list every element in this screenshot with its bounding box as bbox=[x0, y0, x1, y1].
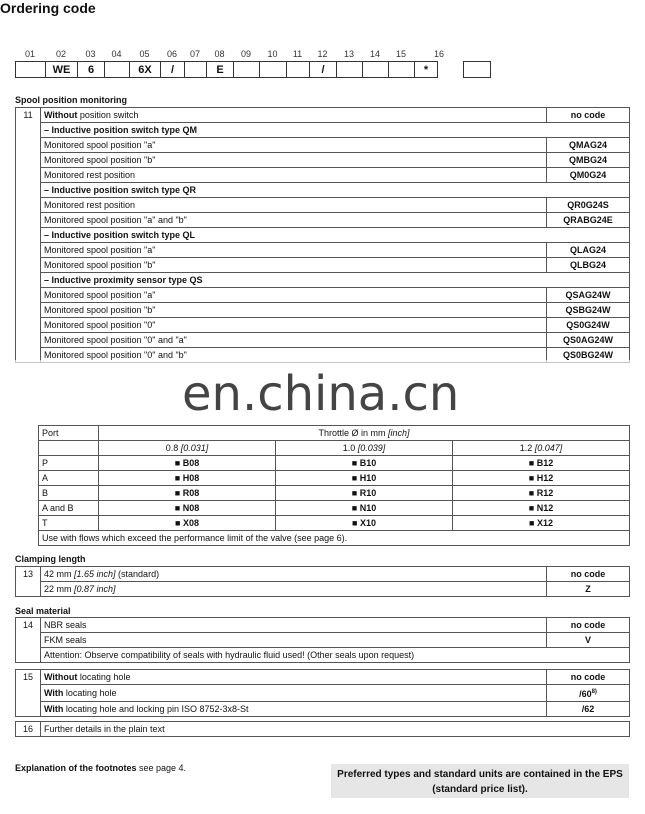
size-inch: [0.047] bbox=[534, 443, 563, 453]
table-row bbox=[16, 258, 630, 273]
row-number: 14 bbox=[16, 618, 41, 663]
option-label bbox=[41, 168, 547, 183]
throttle-code: ■ N12 bbox=[453, 501, 630, 516]
option-code: QM0G24 bbox=[547, 168, 630, 183]
throttle-size bbox=[276, 441, 453, 456]
option-label bbox=[41, 258, 547, 273]
table-row bbox=[39, 456, 630, 471]
code-position-box: / bbox=[309, 61, 337, 78]
subheading: – Inductive position switch type QL bbox=[41, 228, 630, 243]
option-label bbox=[41, 567, 547, 582]
option-label-text: Monitored spool position "0" and "a" bbox=[44, 335, 187, 345]
option-label-text: Monitored spool position "b" bbox=[44, 305, 156, 315]
code-position-box bbox=[463, 61, 491, 78]
option-label bbox=[41, 670, 547, 685]
clamping-heading: Clamping length bbox=[15, 554, 86, 564]
port-name: B bbox=[39, 486, 99, 501]
code-position-number: 13 bbox=[343, 49, 354, 59]
row-number: 11 bbox=[16, 108, 41, 363]
option-code: QSAG24W bbox=[547, 288, 630, 303]
option-label bbox=[41, 288, 547, 303]
option-label bbox=[41, 108, 547, 123]
empty-cell bbox=[39, 441, 99, 456]
throttle-code: ■ B10 bbox=[276, 456, 453, 471]
port-label: Port bbox=[39, 426, 99, 441]
option-label-text: locating hole bbox=[63, 688, 117, 698]
throttle-code: ■ X10 bbox=[276, 516, 453, 531]
throttle-code: ■ B12 bbox=[453, 456, 630, 471]
port-name: A bbox=[39, 471, 99, 486]
code-position-box: WE bbox=[45, 61, 78, 78]
locating-table bbox=[15, 669, 630, 717]
throttle-code: ■ R08 bbox=[99, 486, 276, 501]
table-row bbox=[16, 153, 630, 168]
table-row bbox=[16, 243, 630, 258]
footnote-ref: 8) bbox=[591, 689, 597, 695]
size-mm: 1.2 bbox=[519, 443, 535, 453]
size-mm: 0.8 bbox=[165, 443, 181, 453]
code-position-number: 12 bbox=[317, 49, 328, 59]
table-row bbox=[16, 582, 630, 597]
option-code-text: /62 bbox=[581, 704, 595, 714]
spool-heading: Spool position monitoring bbox=[15, 95, 127, 105]
option-label: FKM seals bbox=[41, 633, 547, 648]
option-label-text: locating hole bbox=[77, 672, 131, 682]
table-row bbox=[39, 471, 630, 486]
throttle-code: ■ H12 bbox=[453, 471, 630, 486]
option-code: no code bbox=[547, 567, 630, 582]
throttle-note: Use with flows which exceed the performance limit of the valve (see page 6). bbox=[39, 531, 630, 546]
code-position-number: 06 bbox=[166, 49, 177, 59]
spool-table bbox=[15, 107, 630, 363]
table-row bbox=[16, 567, 630, 582]
code-position-box bbox=[15, 61, 46, 78]
option-code: QS0G24W bbox=[547, 318, 630, 333]
table-row bbox=[16, 303, 630, 318]
option-label bbox=[41, 213, 547, 228]
option-label-text: Monitored rest position bbox=[44, 170, 136, 180]
code-position-box bbox=[104, 61, 130, 78]
option-label-text: Monitored spool position "a" bbox=[44, 140, 156, 150]
option-label-text: 22 mm bbox=[44, 584, 75, 594]
code-position-box: 6 bbox=[77, 61, 105, 78]
code-position-box: * bbox=[414, 61, 438, 78]
option-label bbox=[41, 198, 547, 213]
table-row bbox=[39, 486, 630, 501]
option-label-inch: [0.87 inch] bbox=[74, 584, 116, 594]
table-row bbox=[16, 123, 630, 138]
table-row bbox=[16, 228, 630, 243]
code-position-box bbox=[233, 61, 260, 78]
port-name: P bbox=[39, 456, 99, 471]
code-position-box bbox=[259, 61, 287, 78]
option-label bbox=[41, 702, 547, 717]
throttle-code: ■ H08 bbox=[99, 471, 276, 486]
option-code bbox=[547, 670, 630, 685]
option-code: QLAG24 bbox=[547, 243, 630, 258]
clamping-table bbox=[15, 566, 630, 597]
option-label bbox=[41, 303, 547, 318]
size-inch: [0.039] bbox=[357, 443, 386, 453]
code-position-number: 04 bbox=[111, 49, 122, 59]
option-code-text: /60 bbox=[579, 689, 592, 699]
option-code: QSBG24W bbox=[547, 303, 630, 318]
option-code: Z bbox=[547, 582, 630, 597]
subheading: – Inductive proximity sensor type QS bbox=[41, 273, 630, 288]
code-position-number: 07 bbox=[189, 49, 200, 59]
option-label-bold: Without bbox=[44, 672, 78, 682]
throttle-code: ■ X12 bbox=[453, 516, 630, 531]
code-position-number: 02 bbox=[55, 49, 66, 59]
option-label-bold: Without bbox=[44, 110, 78, 120]
table-row bbox=[39, 501, 630, 516]
throttle-code: ■ X08 bbox=[99, 516, 276, 531]
table-row bbox=[16, 702, 630, 717]
option-label-suffix: (standard) bbox=[115, 569, 160, 579]
option-label bbox=[41, 138, 547, 153]
code-position-number: 15 bbox=[395, 49, 406, 59]
throttle-code: ■ N10 bbox=[276, 501, 453, 516]
seal-table bbox=[15, 617, 630, 663]
table-row bbox=[39, 441, 630, 456]
throttle-size bbox=[99, 441, 276, 456]
option-label-text: position switch bbox=[77, 110, 139, 120]
size-mm: 1.0 bbox=[342, 443, 358, 453]
option-label-text: Monitored spool position "a" bbox=[44, 245, 156, 255]
throttle-code: ■ H10 bbox=[276, 471, 453, 486]
footnote-text bbox=[15, 763, 186, 773]
code-position-number: 08 bbox=[214, 49, 225, 59]
eps-box: Preferred types and standard units are contained in the EPS (standard price list). bbox=[331, 764, 629, 798]
option-label-text: Monitored rest position bbox=[44, 200, 136, 210]
code-position-box: / bbox=[160, 61, 185, 78]
table-row bbox=[16, 138, 630, 153]
code-position-number: 01 bbox=[24, 49, 35, 59]
option-label-text: Monitored spool position "0" and "b" bbox=[44, 350, 187, 360]
option-label bbox=[41, 153, 547, 168]
throttle-heading bbox=[99, 426, 630, 441]
option-label bbox=[41, 243, 547, 258]
table-row bbox=[16, 633, 630, 648]
option-code bbox=[547, 685, 630, 702]
option-code: QMAG24 bbox=[547, 138, 630, 153]
option-label bbox=[41, 333, 547, 348]
footnote-bold: Explanation of the footnotes bbox=[15, 763, 137, 773]
throttle-heading-text: Throttle Ø in mm bbox=[318, 428, 388, 438]
throttle-code: ■ N08 bbox=[99, 501, 276, 516]
option-label-text: locating hole and locking pin ISO 8752-3x8-St bbox=[63, 704, 249, 714]
option-code: QLBG24 bbox=[547, 258, 630, 273]
code-position-number: 14 bbox=[369, 49, 380, 59]
row-number: 13 bbox=[16, 567, 41, 597]
code-position-number: 11 bbox=[292, 49, 303, 59]
code-position-number: 03 bbox=[85, 49, 96, 59]
watermark: en.china.cn bbox=[182, 366, 460, 422]
details-label: Further details in the plain text bbox=[41, 722, 630, 737]
table-row bbox=[39, 426, 630, 441]
option-label-text: Monitored spool position "b" bbox=[44, 155, 156, 165]
row-number: 16 bbox=[16, 722, 41, 737]
option-code: QRABG24E bbox=[547, 213, 630, 228]
throttle-size bbox=[453, 441, 630, 456]
option-code-text: no code bbox=[570, 672, 606, 682]
seal-heading: Seal material bbox=[15, 606, 71, 616]
code-position-number: 10 bbox=[267, 49, 278, 59]
option-label bbox=[41, 582, 547, 597]
throttle-table bbox=[38, 425, 630, 546]
throttle-code: ■ R12 bbox=[453, 486, 630, 501]
option-code: QS0AG24W bbox=[547, 333, 630, 348]
table-row bbox=[39, 516, 630, 531]
subheading: – Inductive position switch type QR bbox=[41, 183, 630, 198]
option-label-text: 42 mm bbox=[44, 569, 75, 579]
code-position-number: 05 bbox=[139, 49, 150, 59]
code-position-box bbox=[336, 61, 363, 78]
table-row bbox=[16, 670, 630, 685]
details-table bbox=[15, 721, 630, 737]
option-label bbox=[41, 685, 547, 702]
size-inch: [0.031] bbox=[180, 443, 209, 453]
option-label-text: Monitored spool position "0" bbox=[44, 320, 156, 330]
table-row bbox=[39, 531, 630, 546]
table-row bbox=[16, 273, 630, 288]
table-row bbox=[16, 288, 630, 303]
throttle-code: ■ B08 bbox=[99, 456, 276, 471]
option-code: QR0G24S bbox=[547, 198, 630, 213]
row-number: 15 bbox=[16, 670, 41, 717]
option-code: no code bbox=[547, 108, 630, 123]
option-label-inch: [1.65 inch] bbox=[74, 569, 116, 579]
table-row bbox=[16, 108, 630, 123]
subheading: – Inductive position switch type QM bbox=[41, 123, 630, 138]
option-label-bold: With bbox=[44, 688, 64, 698]
table-row bbox=[16, 333, 630, 348]
table-row bbox=[16, 685, 630, 702]
option-label-text: Monitored spool position "b" bbox=[44, 260, 156, 270]
option-code: no code bbox=[547, 618, 630, 633]
table-row bbox=[16, 198, 630, 213]
option-code: V bbox=[547, 633, 630, 648]
table-row bbox=[16, 168, 630, 183]
code-position-box bbox=[388, 61, 415, 78]
table-row bbox=[16, 183, 630, 198]
table-row bbox=[16, 318, 630, 333]
table-row bbox=[16, 213, 630, 228]
throttle-code: ■ R10 bbox=[276, 486, 453, 501]
option-label-text: Monitored spool position "a" bbox=[44, 290, 156, 300]
option-code: QS0BG24W bbox=[547, 348, 630, 363]
port-name: T bbox=[39, 516, 99, 531]
code-position-box: 6X bbox=[129, 61, 161, 78]
table-row bbox=[16, 618, 630, 633]
footnote-rest: see page 4. bbox=[136, 763, 187, 773]
page-title: Ordering code bbox=[0, 0, 96, 16]
throttle-heading-unit: [inch] bbox=[388, 428, 410, 438]
option-label bbox=[41, 318, 547, 333]
port-name: A and B bbox=[39, 501, 99, 516]
option-code: QMBG24 bbox=[547, 153, 630, 168]
code-position-number: 09 bbox=[240, 49, 251, 59]
option-label-bold: With bbox=[44, 704, 64, 714]
code-position-box bbox=[184, 61, 207, 78]
option-label-text: Monitored spool position "a" and "b" bbox=[44, 215, 187, 225]
code-position-box bbox=[286, 61, 310, 78]
table-row bbox=[16, 648, 630, 663]
code-position-box bbox=[362, 61, 389, 78]
option-label: NBR seals bbox=[41, 618, 547, 633]
code-position-number: 16 bbox=[433, 49, 444, 59]
option-code bbox=[547, 702, 630, 717]
code-position-box: E bbox=[206, 61, 234, 78]
seal-note: Attention: Observe compatibility of seals with hydraulic fluid used! (Other seals upon request) bbox=[41, 648, 630, 663]
